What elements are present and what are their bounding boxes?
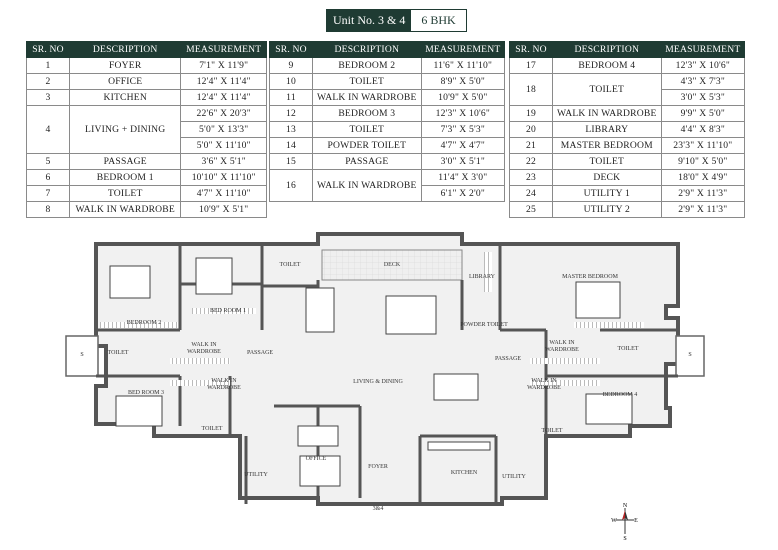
measurement-cell: 8'9" X 5'0" <box>421 74 504 90</box>
measurement-cell: 10'9" X 5'0" <box>421 90 504 106</box>
label-toilet-left: TOILET <box>107 350 129 356</box>
column-header-desc: DESCRIPTION <box>313 42 422 58</box>
sr-no-cell: 25 <box>510 202 553 218</box>
label-powder-toilet: POWDER TOILET <box>460 322 508 328</box>
description-cell: UTILITY 1 <box>553 186 662 202</box>
measurement-cell: 10'9" X 5'1" <box>181 202 267 218</box>
label-living-dining: LIVING & DINING <box>353 379 403 385</box>
label-walk-in-4: WALK IN <box>531 378 557 384</box>
table-row <box>270 58 505 74</box>
table-header-row <box>27 42 267 58</box>
label-wardrobe-4: WARDROBE <box>527 385 561 391</box>
measurement-cell: 3'6" X 5'1" <box>181 154 267 170</box>
column-header-desc: DESCRIPTION <box>70 42 181 58</box>
label-walk-in-3: WALK IN <box>211 378 237 384</box>
label-toilet-bl: TOILET <box>201 426 223 432</box>
description-cell: MASTER BEDROOM <box>553 138 662 154</box>
table-row <box>510 138 745 154</box>
column-header-sr: SR. NO <box>27 42 70 58</box>
table-row <box>27 186 267 202</box>
measurement-cell: 9'10" X 5'0" <box>661 154 744 170</box>
measurement-cell: 7'1" X 11'9" <box>181 58 267 74</box>
column-header-desc: DESCRIPTION <box>553 42 662 58</box>
table-row <box>27 202 267 218</box>
sr-no-cell: 14 <box>270 138 313 154</box>
table-header-row <box>270 42 505 58</box>
label-master-bedroom: MASTER BEDROOM <box>562 274 618 280</box>
table-row <box>27 106 267 122</box>
label-s-right: S <box>688 352 692 358</box>
label-wardrobe-2: WARDROBE <box>545 347 579 353</box>
description-cell: TOILET <box>553 154 662 170</box>
measurement-cell: 2'9" X 11'3" <box>661 202 744 218</box>
description-cell: TOILET <box>70 186 181 202</box>
table-row <box>270 74 505 90</box>
label-s-left: S <box>80 352 84 358</box>
description-cell: PASSAGE <box>313 154 422 170</box>
compass-icon <box>612 500 638 540</box>
label-library: LIBRARY <box>468 274 496 280</box>
compass-s: S <box>623 536 627 542</box>
table-row <box>270 170 505 186</box>
description-cell: WALK IN WARDROBE <box>313 90 422 106</box>
table-row <box>510 170 745 186</box>
label-utility-right: UTILITY <box>502 474 526 480</box>
table-header-row <box>510 42 745 58</box>
unit-number: Unit No. 3 & 4 <box>327 10 411 31</box>
description-cell: WALK IN WARDROBE <box>313 170 422 202</box>
measurement-cell: 4'7" X 4'7" <box>421 138 504 154</box>
measurement-cell: 7'3" X 5'3" <box>421 122 504 138</box>
description-cell: BEDROOM 3 <box>313 106 422 122</box>
label-bedroom-1: BED ROOM 1 <box>209 308 247 314</box>
label-deck: DECK <box>383 262 401 268</box>
label-kitchen: KITCHEN <box>450 470 478 476</box>
table-row <box>270 90 505 106</box>
label-toilet-br: TOILET <box>541 428 563 434</box>
bed-4 <box>586 394 632 424</box>
description-cell: TOILET <box>313 122 422 138</box>
table-row <box>27 90 267 106</box>
sr-no-cell: 20 <box>510 122 553 138</box>
label-foyer: FOYER <box>368 464 388 470</box>
measurement-cell: 2'9" X 11'3" <box>661 186 744 202</box>
description-cell: OFFICE <box>70 74 181 90</box>
sr-no-cell: 5 <box>27 154 70 170</box>
table-row <box>510 106 745 122</box>
column-header-meas: MEASUREMENT <box>421 42 504 58</box>
sr-no-cell: 12 <box>270 106 313 122</box>
table-row <box>510 202 745 218</box>
label-toilet-top: TOILET <box>279 262 301 268</box>
column-header-sr: SR. NO <box>510 42 553 58</box>
table-row <box>27 74 267 90</box>
description-cell: UTILITY 2 <box>553 202 662 218</box>
table-row <box>510 58 745 74</box>
sr-no-cell: 17 <box>510 58 553 74</box>
sr-no-cell: 4 <box>27 106 70 154</box>
table-row <box>270 154 505 170</box>
label-walk-in-2: WALK IN <box>549 340 575 346</box>
column-header-meas: MEASUREMENT <box>181 42 267 58</box>
description-cell: TOILET <box>313 74 422 90</box>
measurement-cell: 5'0" X 11'10" <box>181 138 267 154</box>
table-row <box>27 170 267 186</box>
measurement-cell: 4'4" X 8'3" <box>661 122 744 138</box>
description-cell: PASSAGE <box>70 154 181 170</box>
wardrobe-3 <box>170 358 230 364</box>
sr-no-cell: 15 <box>270 154 313 170</box>
kitchen-counter <box>428 442 490 450</box>
description-cell: LIVING + DINING <box>70 106 181 154</box>
measurement-cell: 10'10" X 11'10" <box>181 170 267 186</box>
sr-no-cell: 9 <box>270 58 313 74</box>
measurement-cell: 5'0" X 13'3" <box>181 122 267 138</box>
bed-2 <box>110 266 150 298</box>
measurement-cell: 11'4" X 3'0" <box>421 170 504 186</box>
label-office: OFFICE <box>305 456 327 462</box>
sr-no-cell: 16 <box>270 170 313 202</box>
area-table-1 <box>26 41 267 218</box>
measurement-cell: 4'3" X 7'3" <box>661 74 744 90</box>
compass-n: N <box>622 503 628 509</box>
label-bedroom-2: BEDROOM 2 <box>126 320 162 326</box>
measurement-cell: 4'7" X 11'10" <box>181 186 267 202</box>
sr-no-cell: 18 <box>510 74 553 106</box>
compass-w: W <box>611 518 617 524</box>
description-cell: POWDER TOILET <box>313 138 422 154</box>
sr-no-cell: 13 <box>270 122 313 138</box>
measurement-cell: 22'6" X 20'3" <box>181 106 267 122</box>
table-row <box>510 186 745 202</box>
sr-no-cell: 7 <box>27 186 70 202</box>
measurement-cell: 23'3" X 11'10" <box>661 138 744 154</box>
sr-no-cell: 2 <box>27 74 70 90</box>
area-table-3 <box>509 41 745 218</box>
sr-no-cell: 24 <box>510 186 553 202</box>
label-wardrobe-1: WARDROBE <box>187 349 221 355</box>
table-row <box>27 154 267 170</box>
sr-no-cell: 21 <box>510 138 553 154</box>
sr-no-cell: 22 <box>510 154 553 170</box>
floor-plan <box>60 226 700 542</box>
measurement-cell: 12'4" X 11'4" <box>181 90 267 106</box>
measurement-cell: 12'4" X 11'4" <box>181 74 267 90</box>
column-header-meas: MEASUREMENT <box>661 42 744 58</box>
bed-1 <box>196 258 232 294</box>
label-wardrobe-3: WARDROBE <box>207 385 241 391</box>
description-cell: WALK IN WARDROBE <box>553 106 662 122</box>
sr-no-cell: 1 <box>27 58 70 74</box>
measurement-cell: 12'3" X 10'6" <box>421 106 504 122</box>
library-shelf <box>484 252 492 292</box>
description-cell: TOILET <box>553 74 662 106</box>
sr-no-cell: 6 <box>27 170 70 186</box>
column-header-sr: SR. NO <box>270 42 313 58</box>
label-passage-right: PASSAGE <box>494 356 522 362</box>
label-utility-left: UTILITY <box>244 472 268 478</box>
measurement-cell: 18'0" X 4'9" <box>661 170 744 186</box>
sr-no-cell: 10 <box>270 74 313 90</box>
sr-no-cell: 23 <box>510 170 553 186</box>
table-row <box>27 58 267 74</box>
label-passage-left: PASSAGE <box>246 350 274 356</box>
measurement-cell: 3'0" X 5'3" <box>661 90 744 106</box>
wardrobe-5 <box>530 358 600 364</box>
measurement-cell: 6'1" X 2'0" <box>421 186 504 202</box>
description-cell: LIBRARY <box>553 122 662 138</box>
label-bedroom-4: BEDROOM 4 <box>602 392 638 398</box>
table-row <box>270 138 505 154</box>
label-bedroom-3: BED ROOM 3 <box>127 390 165 396</box>
label-walk-in-1: WALK IN <box>191 342 217 348</box>
measurement-cell: 9'9" X 5'0" <box>661 106 744 122</box>
measurement-cell: 11'6" X 11'10" <box>421 58 504 74</box>
sr-no-cell: 19 <box>510 106 553 122</box>
compass-e: E <box>634 518 638 524</box>
measurement-cell: 12'3" X 10'6" <box>661 58 744 74</box>
table-row <box>270 122 505 138</box>
description-cell: BEDROOM 4 <box>553 58 662 74</box>
office-desk <box>298 426 338 446</box>
unit-header <box>326 9 467 32</box>
unit-type: 6 BHK <box>411 10 465 31</box>
table-row <box>510 154 745 170</box>
wardrobe-7 <box>574 322 644 328</box>
measurement-cell: 3'0" X 5'1" <box>421 154 504 170</box>
sr-no-cell: 8 <box>27 202 70 218</box>
bed-3 <box>116 396 162 426</box>
sofa <box>386 296 436 334</box>
description-cell: WALK IN WARDROBE <box>70 202 181 218</box>
description-cell: KITCHEN <box>70 90 181 106</box>
dining-table <box>434 374 478 400</box>
area-table-2 <box>269 41 505 202</box>
table-row <box>510 74 745 90</box>
bed-master <box>576 282 620 318</box>
armchair-left <box>306 288 334 332</box>
description-cell: DECK <box>553 170 662 186</box>
description-cell: FOYER <box>70 58 181 74</box>
label-toilet-right: TOILET <box>617 346 639 352</box>
label-door-number: 3&4 <box>372 506 384 512</box>
sr-no-cell: 3 <box>27 90 70 106</box>
table-row <box>270 106 505 122</box>
description-cell: BEDROOM 1 <box>70 170 181 186</box>
table-row <box>510 122 745 138</box>
description-cell: BEDROOM 2 <box>313 58 422 74</box>
sr-no-cell: 11 <box>270 90 313 106</box>
